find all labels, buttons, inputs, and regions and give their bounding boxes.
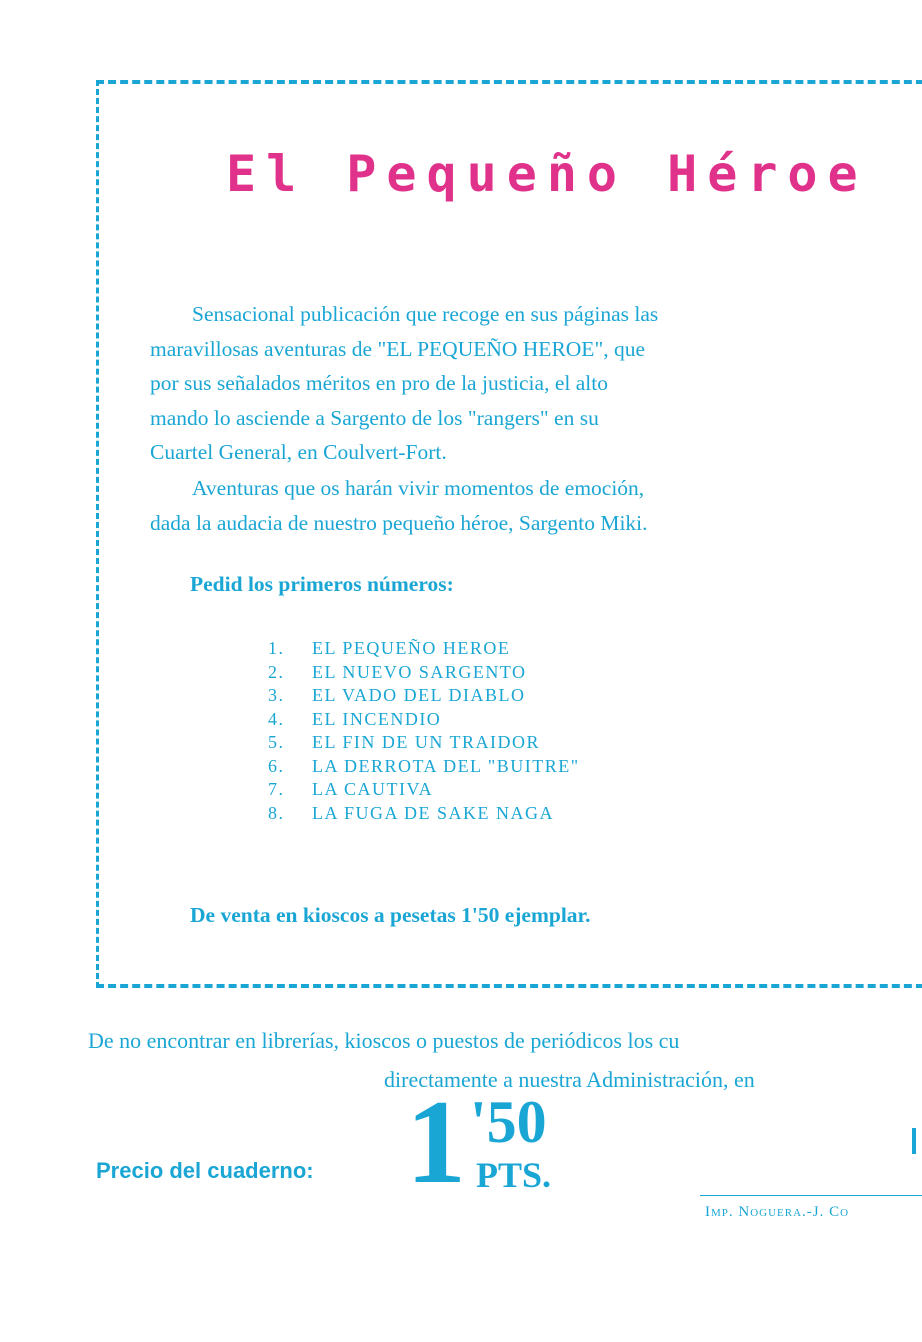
price-label: Precio del cuaderno: bbox=[96, 1158, 314, 1183]
paragraph-line: Cuartel General, en Coulvert-Fort. bbox=[150, 440, 447, 464]
list-item bbox=[268, 637, 580, 661]
paragraph-line: Aventuras que os harán vivir momentos de emoción, bbox=[192, 476, 645, 500]
paragraph-line: por sus señalados méritos en pro de la justicia, el alto bbox=[150, 371, 608, 395]
issue-number: 4. bbox=[268, 708, 285, 729]
issue-number: 7. bbox=[268, 779, 285, 799]
paragraph-line: dada la audacia de nuestro pequeño héroe, Sargento Miki. bbox=[150, 510, 648, 535]
list-item bbox=[268, 684, 580, 708]
divider bbox=[700, 1195, 922, 1196]
footer-line: De no encontrar en librerías, kioscos o puestos de periódicos los cu bbox=[88, 1028, 680, 1053]
description-paragraph bbox=[150, 297, 890, 470]
list-item bbox=[268, 731, 580, 755]
issue-number: 2. bbox=[268, 661, 285, 682]
list-item bbox=[268, 802, 580, 826]
issues-list bbox=[268, 637, 580, 825]
issue-title: EL NUEVO SARGENTO bbox=[312, 661, 527, 682]
list-item bbox=[268, 708, 580, 732]
issue-title: LA DERROTA DEL "BUITRE" bbox=[312, 755, 580, 776]
paragraph-line: mando lo asciende a Sargento de los "rangers" en su bbox=[150, 405, 599, 430]
cropped-mark bbox=[912, 1128, 916, 1154]
issue-title: EL INCENDIO bbox=[312, 708, 442, 729]
price-unit: PTS. bbox=[476, 1155, 552, 1195]
list-item bbox=[268, 755, 580, 779]
issue-title: LA CAUTIVA bbox=[312, 779, 434, 799]
sale-note: De venta en kioscos a pesetas 1'50 ejemplar. bbox=[190, 903, 591, 927]
page-title: El Pequeño Héroe bbox=[226, 145, 868, 203]
issue-title: EL FIN DE UN TRAIDOR bbox=[312, 732, 540, 752]
price-integer: 1 bbox=[406, 1075, 466, 1208]
footer-line: directamente a nuestra Administración, en bbox=[384, 1067, 755, 1092]
issue-number: 3. bbox=[268, 685, 285, 705]
issue-title: EL PEQUEÑO HEROE bbox=[312, 638, 511, 658]
price-decimal: '50 bbox=[470, 1089, 547, 1155]
paragraph-line: maravillosas aventuras de "EL PEQUEÑO HEROE", que bbox=[150, 336, 646, 361]
issue-number: 1. bbox=[268, 638, 285, 658]
issues-heading: Pedid los primeros números: bbox=[190, 572, 454, 596]
issue-title: LA FUGA DE SAKE NAGA bbox=[312, 802, 555, 823]
list-item bbox=[268, 661, 580, 685]
printer-credit: Imp. Noguera.-J. Co bbox=[705, 1204, 850, 1220]
issue-title: EL VADO DEL DIABLO bbox=[312, 685, 526, 705]
issue-number: 8. bbox=[268, 802, 285, 823]
adventure-paragraph bbox=[150, 471, 890, 540]
issue-number: 6. bbox=[268, 755, 285, 776]
list-item bbox=[268, 778, 580, 802]
paragraph-line: Sensacional publicación que recoge en sus páginas las bbox=[192, 302, 659, 326]
issue-number: 5. bbox=[268, 732, 285, 752]
